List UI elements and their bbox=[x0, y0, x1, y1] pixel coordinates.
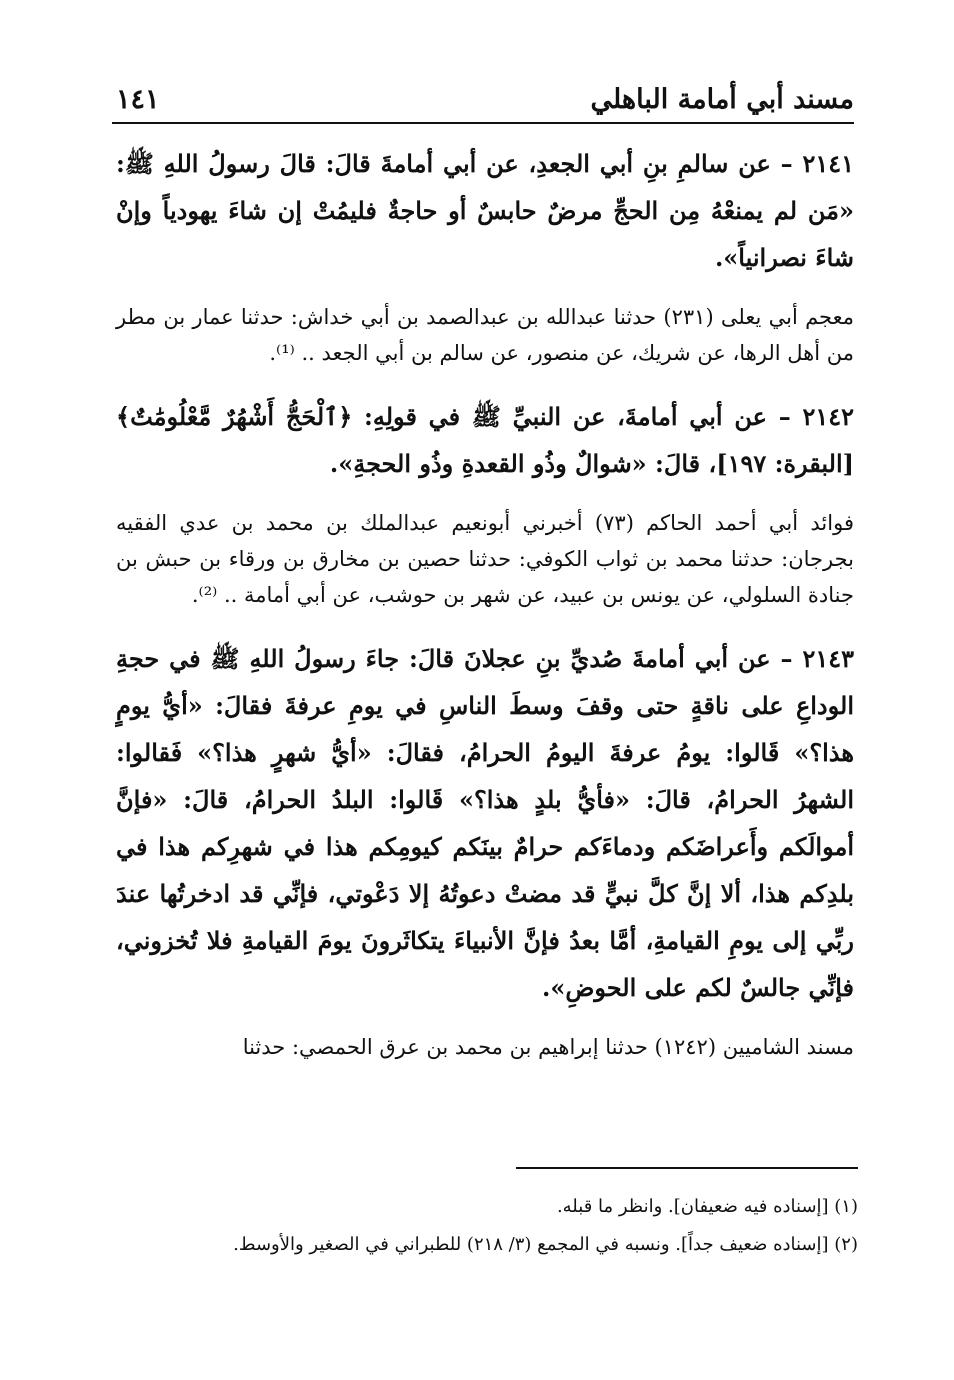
hadith-2141 bbox=[116, 140, 854, 281]
page-title: مسند أبي أمامة الباهلي bbox=[590, 84, 854, 115]
hadith-2143 bbox=[116, 635, 854, 1011]
source-citation bbox=[116, 299, 854, 371]
footnote-separator bbox=[516, 1167, 858, 1169]
footnotes bbox=[158, 1192, 858, 1268]
hadith-2142 bbox=[116, 393, 854, 487]
source-text: معجم أبي يعلى (٢٣١) حدثنا عبدالله بن عبدالصمد بن أبي خداش: حدثنا عمار بن مطر من أهل الرها، عن شريك، عن منصور، عن سالم بن أبي الجعد .. ⁽¹⁾. bbox=[116, 305, 854, 365]
page-header bbox=[112, 78, 854, 124]
hadith-text: عن سالمِ بنِ أبي الجعدِ، عن أبي أمامةَ قالَ: قالَ رسولُ اللهِ ﷺ: «مَن لم يمنعْهُ مِن الحجِّ مرضٌ حابسٌ أو حاجةٌ فليمُتْ إن شاءَ يهودياً وإنْ شاءَ نصرانياً». bbox=[116, 149, 854, 272]
page-number: ١٤١ bbox=[116, 84, 160, 115]
header-rule bbox=[112, 122, 854, 124]
hadith-number: ٢١٤٢ – bbox=[778, 402, 854, 431]
footnote-1: (١) [إسناده فيه ضعيفان]. وانظر ما قبله. bbox=[556, 1196, 858, 1217]
hadith-text: عن أبي أمامةَ، عن النبيِّ ﷺ في قولِهِ: ﴿ٱلْحَجُّ أَشْهُرٌ مَّعْلُومَٰتٌ﴾ [البقرة: ١٩٧]، قالَ: «شوالٌ وذُو القعدةِ وذُو الحجةِ». bbox=[116, 402, 854, 478]
source-citation bbox=[116, 1029, 854, 1065]
source-text: فوائد أبي أحمد الحاكم (٧٣) أخبرني أبونعيم عبدالملك بن محمد بن عدي الفقيه بجرجان: حدثنا محمد بن ثواب الكوفي: حدثنا حصين بن مخارق بن ورقاء بن حبش بن جنادة السلولي، عن يونس بن عبيد، عن شهر بن حوشب، عن أبي أمامة .. ⁽²⁾. bbox=[116, 511, 854, 607]
source-text: مسند الشاميين (١٢٤٢) حدثنا إبراهيم بن محمد بن عرق الحمصي: حدثنا bbox=[242, 1035, 854, 1059]
hadith-number: ٢١٤١ – bbox=[780, 149, 855, 178]
hadith-text: عن أبي أمامةَ صُديِّ بنِ عجلانَ قالَ: جاءَ رسولُ اللهِ ﷺ في حجةِ الوداعِ على ناقةٍ حتى وقفَ وسطَ الناسِ في يومِ عرفةَ فقالَ: «أيُّ يومٍ هذا؟» قَالوا: يومُ عرفةَ اليومُ الحرامُ، فقالَ: «أيُّ شهرٍ هذا؟» فَقالوا: الشهرُ الحرامُ، قالَ: «فأيُّ بلدٍ هذا؟» قَالوا: البلدُ الحرامُ، قالَ: «فإنَّ أموالَكم وأَعراضَكم ودماءَكم حرامٌ بينَكم كيومِكم هذا في شهرِكم هذا في بلدِكم هذا، ألا إنَّ كلَّ نبيٍّ قد مضتْ دعوتُهُ إلا دَعْوتي، فإنِّي قد ادخرتُها عندَ ربِّي إلى يومِ القيامةِ، أمَّا بعدُ فإنَّ الأنبياءَ يتكاثَرونَ يومَ القيامةِ فلا تُخزوني، فإنِّي جالسٌ لكم على الحوضِ». bbox=[116, 644, 854, 1002]
source-citation bbox=[116, 505, 854, 613]
page-body bbox=[116, 140, 854, 1065]
hadith-number: ٢١٤٣ – bbox=[780, 644, 855, 673]
footnote-2: (٢) [إسناده ضعيف جداً]. ونسبه في المجمع (٣/ ٢١٨) للطبراني في الصغير والأوسط. bbox=[233, 1234, 858, 1255]
